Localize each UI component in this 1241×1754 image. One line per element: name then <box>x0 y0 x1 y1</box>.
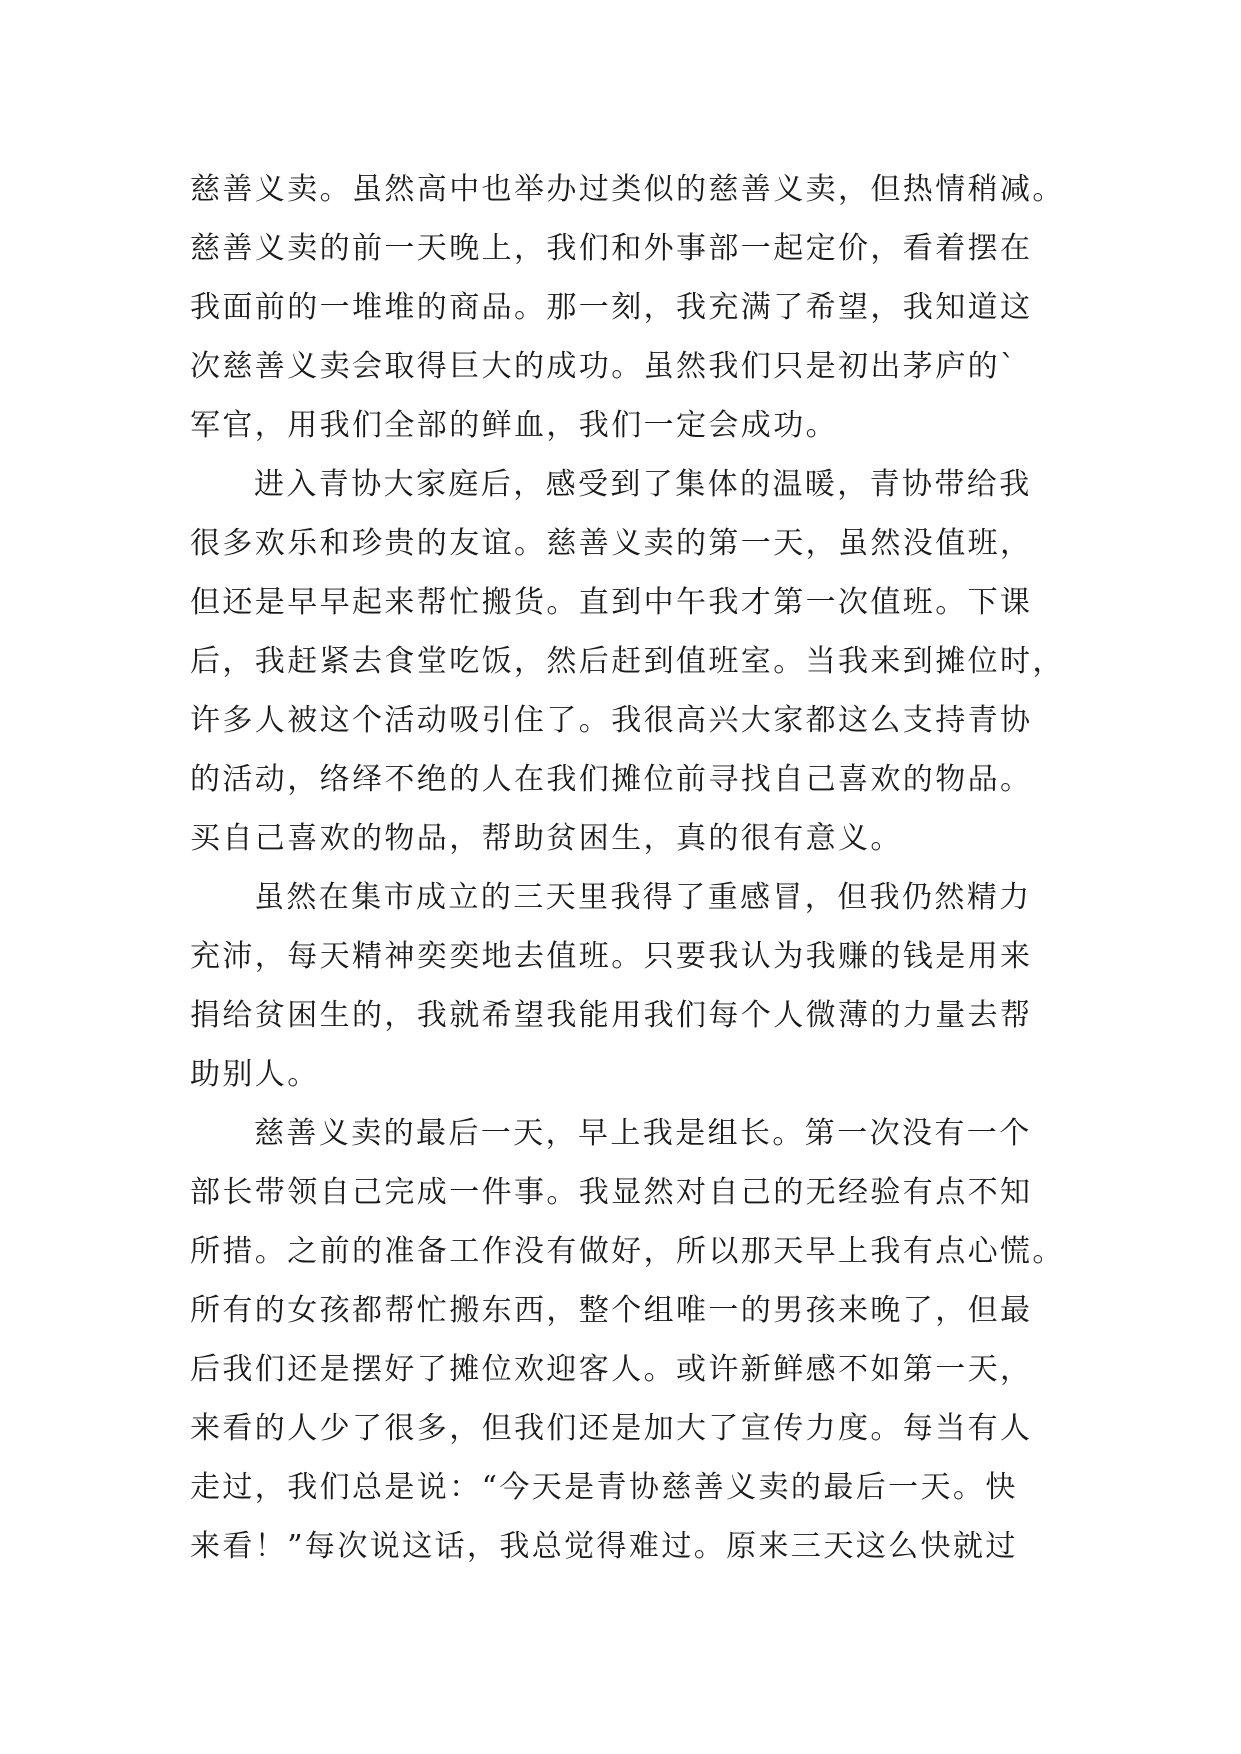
text-line: 慈善义卖的前一天晚上，我们和外事部一起定价，看着摆在 <box>190 231 1033 266</box>
document-body <box>190 160 1065 1576</box>
text-line: 买自己喜欢的物品，帮助贫困生，真的很有意义。 <box>190 821 903 856</box>
paragraph-first-line: 进入青协大家庭后，感受到了集体的温暖，青协带给我 <box>254 467 1032 502</box>
text-line: 来看的人少了很多，但我们还是加大了宣传力度。每当有人 <box>190 1411 1033 1446</box>
text-line: 但还是早早起来帮忙搬货。直到中午我才第一次值班。下课 <box>190 585 1033 620</box>
text-line: 军官，用我们全部的鲜血，我们一定会成功。 <box>190 408 838 443</box>
paragraph-first-line: 虽然在集市成立的三天里我得了重感冒，但我仍然精力 <box>254 880 1032 915</box>
text-line: 后我们还是摆好了摊位欢迎客人。或许新鲜感不如第一天， <box>190 1352 1033 1387</box>
text-line: 部长带领自己完成一件事。我显然对自己的无经验有点不知 <box>190 1175 1033 1210</box>
text-line: 所措。之前的准备工作没有做好，所以那天早上我有点心慌。 <box>190 1234 1065 1269</box>
text-line: 所有的女孩都帮忙搬东西，整个组唯一的男孩来晚了，但最 <box>190 1293 1033 1328</box>
text-line: 慈善义卖。虽然高中也举办过类似的慈善义卖，但热情稍减。 <box>190 172 1065 207</box>
text-line: 助别人。 <box>190 1057 320 1092</box>
text-line: 走过，我们总是说：“今天是青协慈善义卖的最后一天。快 <box>190 1470 1018 1505</box>
text-line: 充沛，每天精神奕奕地去值班。只要我认为我赚的钱是用来 <box>190 939 1033 974</box>
text-line: 捐给贫困生的，我就希望我能用我们每个人微薄的力量去帮 <box>190 998 1033 1033</box>
text-line: 后，我赶紧去食堂吃饭，然后赶到值班室。当我来到摊位时， <box>190 644 1065 679</box>
text-line: 很多欢乐和珍贵的友谊。慈善义卖的第一天，虽然没值班， <box>190 526 1033 561</box>
text-line: 我面前的一堆堆的商品。那一刻，我充满了希望，我知道这 <box>190 290 1033 325</box>
text-line: 来看！”每次说这话，我总觉得难过。原来三天这么快就过 <box>190 1529 1018 1564</box>
text-line: 的活动，络绎不绝的人在我们摊位前寻找自己喜欢的物品。 <box>190 762 1033 797</box>
text-line: 次慈善义卖会取得巨大的成功。虽然我们只是初出茅庐的` <box>190 349 1018 384</box>
paragraph-first-line: 慈善义卖的最后一天，早上我是组长。第一次没有一个 <box>254 1116 1032 1151</box>
text-line: 许多人被这个活动吸引住了。我很高兴大家都这么支持青协 <box>190 703 1033 738</box>
